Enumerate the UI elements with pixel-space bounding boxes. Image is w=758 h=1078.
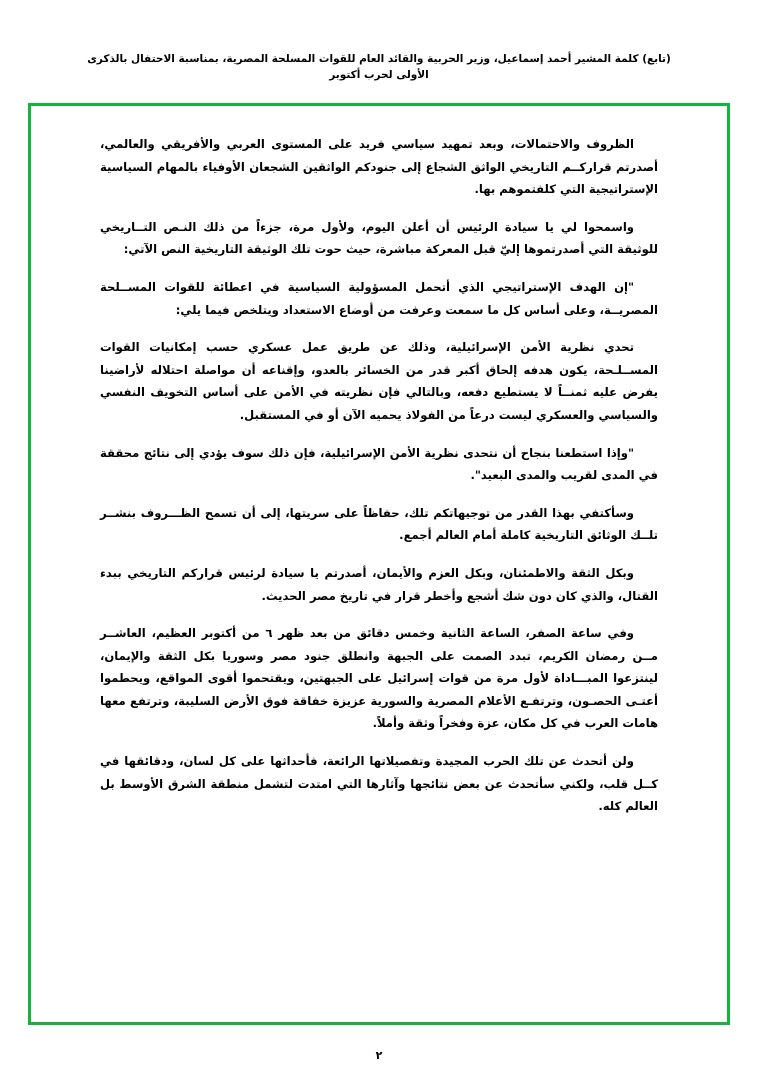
paragraph: وسأكتفي بهذا القدر من توجيهاتكم تلك، حفاظاً على سريتها، إلى أن تسمح الظـــروف بنشــر تلــك الوثائق التاريخية كاملة أمام العالم أجمع. <box>100 505 658 543</box>
paragraph: تحدي نظرية الأمن الإسرائيلية، وذلك عن طريق عمل عسكري حسب إمكانيات القوات المســلـحة، يكون هدفه إلحاق أكبر قدر من الخسائر بالعدو، وإقناعه أن مواصلة احتلاله لأراضينا يفرض عليه ثمنــاً لا يستطيع دفعه، وبالتالي فإن نظريته في الأمن على أساس التخويف النفسي والسياسي والعسكري ليست درعاً من الفولاذ يحميه الآن أو في المستقبل. <box>100 340 658 422</box>
page-header: (تابع) كلمة المشير أحمد إسماعيل، وزير الحربية والقائد العام للقوات المسلحة المصرية، بمناسبة الاحتفال بالذكرى الأولى لحرب أكتوبر <box>87 53 671 81</box>
paragraph: الظروف والاحتمالات، وبعد تمهيد سياسي فريد على المستوى العربي والأفريقي والعالمي، أصدرتم قراركــم التاريخي الواثق الشجاع إلى جنودكم الواثقين الشجعان الأوفياء بالمهام السياسية الإستراتيجية التي كلفتموهم بها. <box>100 137 658 197</box>
paragraph: واسمحوا لي يا سيادة الرئيس أن أعلن اليوم، ولأول مرة، جزءاً من ذلك النـص التــاريخي للوثيقة التي أصدرتموها إليّ قبل المعركة مباشرة، حيث حوت تلك الوثيقة التاريخية النص الآتي: <box>100 219 658 257</box>
paragraph: وفي ساعة الصفر، الساعة الثانية وخمس دقائق من بعد ظهر ٦ من أكتوبر العظيم، العاشــر مــن رمضان الكريم، تبدد الصمت على الجبهة وانطلق جنود مصر وسوريا بكل الثقة والإيمان، لينتزعوا المبـــاداة لأول مرة من قوات إسرائيل على الجبهتين، ويقتحموا أقوى المواقع، ويحطموا أعتـى الحصـون، وترتفـع الأعلام المصرية والسورية عزيزة خفاقة فوق الأرض السليبة، وترتفع معها هامات العرب في كل مكان، عزة وفخراً وثقة وأملاً. <box>100 626 658 731</box>
paragraph: "وإذا استطعنا بنجاح أن نتحدى نظرية الأمن الإسرائيلية، فإن ذلك سوف يؤدي إلى نتائج محققة في المدى لقريب والمدى البعيد". <box>100 445 658 483</box>
paragraph: "إن الهدف الإستراتيجي الذي أتحمل المسؤولية السياسية في اعطائة للقوات المســلحة المصريــة، وعلى أساس كل ما سمعت وعرفت من أوضاع الاستعداد ويتلخص فيما يلي: <box>100 279 658 317</box>
document-body <box>100 133 658 818</box>
paragraph: وبكل الثقة والاطمئنان، وبكل العزم والأيمان، أصدرتم يا سيادة لرئيس قراركم التاريخي ببدء القتال، والذي كان دون شك أشجع وأخطر قرار في تاريخ مصر الحديث. <box>100 565 658 603</box>
page-number: ٢ <box>375 1049 383 1062</box>
paragraph: ولن أتحدث عن تلك الحرب المجيدة وتفصيلاتها الرائعة، فأحداثها على كل لسان، ودقائقها في كــل قلب، ولكني سأتحدث عن بعض نتائجها وآثارها التي امتدت لتشمل منطقة الشرق الأوسط بل العالم كله. <box>100 754 658 814</box>
